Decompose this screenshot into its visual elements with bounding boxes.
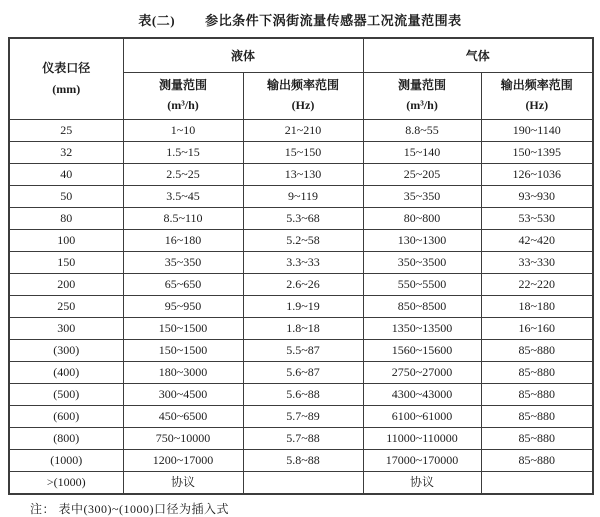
- value-cell: 18~180: [481, 295, 593, 317]
- value-cell: 33~330: [481, 251, 593, 273]
- value-cell: 2.6~26: [243, 273, 363, 295]
- value-cell: 5.2~58: [243, 229, 363, 251]
- value-cell: 150~1395: [481, 141, 593, 163]
- table-row: [9, 273, 593, 295]
- value-cell: 42~420: [481, 229, 593, 251]
- value-cell: 5.3~68: [243, 207, 363, 229]
- value-cell: 21~210: [243, 119, 363, 141]
- header-liquid-freq-unit: (Hz): [291, 97, 315, 112]
- table-row: [9, 163, 593, 185]
- value-cell: 17000~170000: [363, 449, 481, 471]
- value-cell: 4300~43000: [363, 383, 481, 405]
- table-row: [9, 207, 593, 229]
- diameter-cell: (500): [9, 383, 123, 405]
- value-cell: 协议: [363, 471, 481, 494]
- value-cell: 150~1500: [123, 339, 243, 361]
- value-cell: 5.5~87: [243, 339, 363, 361]
- header-liquid: 液体: [123, 38, 363, 72]
- value-cell: [243, 471, 363, 494]
- table-row: [9, 119, 593, 141]
- header-diameter-unit: (mm): [52, 81, 81, 96]
- value-cell: 53~530: [481, 207, 593, 229]
- value-cell: 35~350: [363, 185, 481, 207]
- header-liquid-freq-label: 输出频率范围: [267, 78, 340, 93]
- diameter-cell: 100: [9, 229, 123, 251]
- value-cell: 1350~13500: [363, 317, 481, 339]
- value-cell: 8.8~55: [363, 119, 481, 141]
- value-cell: 2750~27000: [363, 361, 481, 383]
- table-row: [9, 471, 593, 494]
- header-liquid-measure: [123, 72, 243, 119]
- table-title-prefix: 表(二): [138, 13, 176, 28]
- value-cell: 5.7~88: [243, 427, 363, 449]
- value-cell: 16~180: [123, 229, 243, 251]
- table-row: [9, 141, 593, 163]
- diameter-cell: >(1000): [9, 471, 123, 494]
- value-cell: 95~950: [123, 295, 243, 317]
- diameter-cell: 80: [9, 207, 123, 229]
- value-cell: 1200~17000: [123, 449, 243, 471]
- table-row: [9, 295, 593, 317]
- value-cell: 85~880: [481, 383, 593, 405]
- table-row: [9, 339, 593, 361]
- value-cell: 9~119: [243, 185, 363, 207]
- value-cell: 300~4500: [123, 383, 243, 405]
- value-cell: 130~1300: [363, 229, 481, 251]
- diameter-cell: 40: [9, 163, 123, 185]
- value-cell: 350~3500: [363, 251, 481, 273]
- table-body: [9, 119, 593, 494]
- value-cell: 11000~110000: [363, 427, 481, 449]
- value-cell: 1.9~19: [243, 295, 363, 317]
- value-cell: 25~205: [363, 163, 481, 185]
- value-cell: 126~1036: [481, 163, 593, 185]
- table-row: [9, 251, 593, 273]
- header-gas-measure: [363, 72, 481, 119]
- value-cell: 35~350: [123, 251, 243, 273]
- value-cell: 65~650: [123, 273, 243, 295]
- table-row: [9, 229, 593, 251]
- value-cell: 150~1500: [123, 317, 243, 339]
- diameter-cell: 150: [9, 251, 123, 273]
- header-diameter-label: 仪表口径: [42, 61, 91, 76]
- value-cell: 15~140: [363, 141, 481, 163]
- value-cell: 5.6~87: [243, 361, 363, 383]
- value-cell: 5.7~89: [243, 405, 363, 427]
- diameter-cell: (800): [9, 427, 123, 449]
- diameter-cell: 32: [9, 141, 123, 163]
- table-row: [9, 427, 593, 449]
- value-cell: 85~880: [481, 449, 593, 471]
- value-cell: 190~1140: [481, 119, 593, 141]
- value-cell: 85~880: [481, 427, 593, 449]
- diameter-cell: (1000): [9, 449, 123, 471]
- diameter-cell: 250: [9, 295, 123, 317]
- header-liquid-measure-unit: (m³/h): [167, 97, 199, 112]
- diameter-cell: (600): [9, 405, 123, 427]
- header-liquid-measure-label: 测量范围: [158, 78, 207, 93]
- value-cell: 1.5~15: [123, 141, 243, 163]
- footnote: 注： 表中(300)~(1000)口径为插入式: [30, 501, 229, 516]
- value-cell: 协议: [123, 471, 243, 494]
- value-cell: 80~800: [363, 207, 481, 229]
- value-cell: 850~8500: [363, 295, 481, 317]
- value-cell: 750~10000: [123, 427, 243, 449]
- table-title-text: 参比条件下涡街流量传感器工况流量范围表: [205, 13, 462, 28]
- header-gas-freq-label: 输出频率范围: [500, 78, 573, 93]
- diameter-cell: (400): [9, 361, 123, 383]
- value-cell: 85~880: [481, 405, 593, 427]
- value-cell: 3.3~33: [243, 251, 363, 273]
- flow-range-table: [8, 37, 594, 495]
- table-row: [9, 317, 593, 339]
- value-cell: 22~220: [481, 273, 593, 295]
- diameter-cell: 50: [9, 185, 123, 207]
- value-cell: 5.8~88: [243, 449, 363, 471]
- value-cell: 5.6~88: [243, 383, 363, 405]
- table-title: [8, 6, 592, 37]
- header-gas: 气体: [363, 38, 593, 72]
- header-gas-measure-label: 测量范围: [398, 78, 447, 93]
- header-gas-measure-unit: (m³/h): [406, 97, 438, 112]
- value-cell: 450~6500: [123, 405, 243, 427]
- value-cell: 85~880: [481, 361, 593, 383]
- diameter-cell: (300): [9, 339, 123, 361]
- table-row: [9, 185, 593, 207]
- table-row: [9, 361, 593, 383]
- header-group-row: [9, 38, 593, 72]
- value-cell: 85~880: [481, 339, 593, 361]
- diameter-cell: 25: [9, 119, 123, 141]
- diameter-cell: 300: [9, 317, 123, 339]
- header-liquid-freq: [243, 72, 363, 119]
- value-cell: 16~160: [481, 317, 593, 339]
- value-cell: 1.8~18: [243, 317, 363, 339]
- value-cell: [481, 471, 593, 494]
- value-cell: 550~5500: [363, 273, 481, 295]
- value-cell: 93~930: [481, 185, 593, 207]
- diameter-cell: 200: [9, 273, 123, 295]
- table-row: [9, 405, 593, 427]
- table-row: [9, 449, 593, 471]
- value-cell: 6100~61000: [363, 405, 481, 427]
- value-cell: 3.5~45: [123, 185, 243, 207]
- header-gas-freq: [481, 72, 593, 119]
- value-cell: 180~3000: [123, 361, 243, 383]
- value-cell: 13~130: [243, 163, 363, 185]
- value-cell: 1~10: [123, 119, 243, 141]
- table-row: [9, 383, 593, 405]
- value-cell: 2.5~25: [123, 163, 243, 185]
- value-cell: 8.5~110: [123, 207, 243, 229]
- value-cell: 1560~15600: [363, 339, 481, 361]
- value-cell: 15~150: [243, 141, 363, 163]
- header-gas-freq-unit: (Hz): [525, 97, 549, 112]
- header-diameter: [9, 38, 123, 119]
